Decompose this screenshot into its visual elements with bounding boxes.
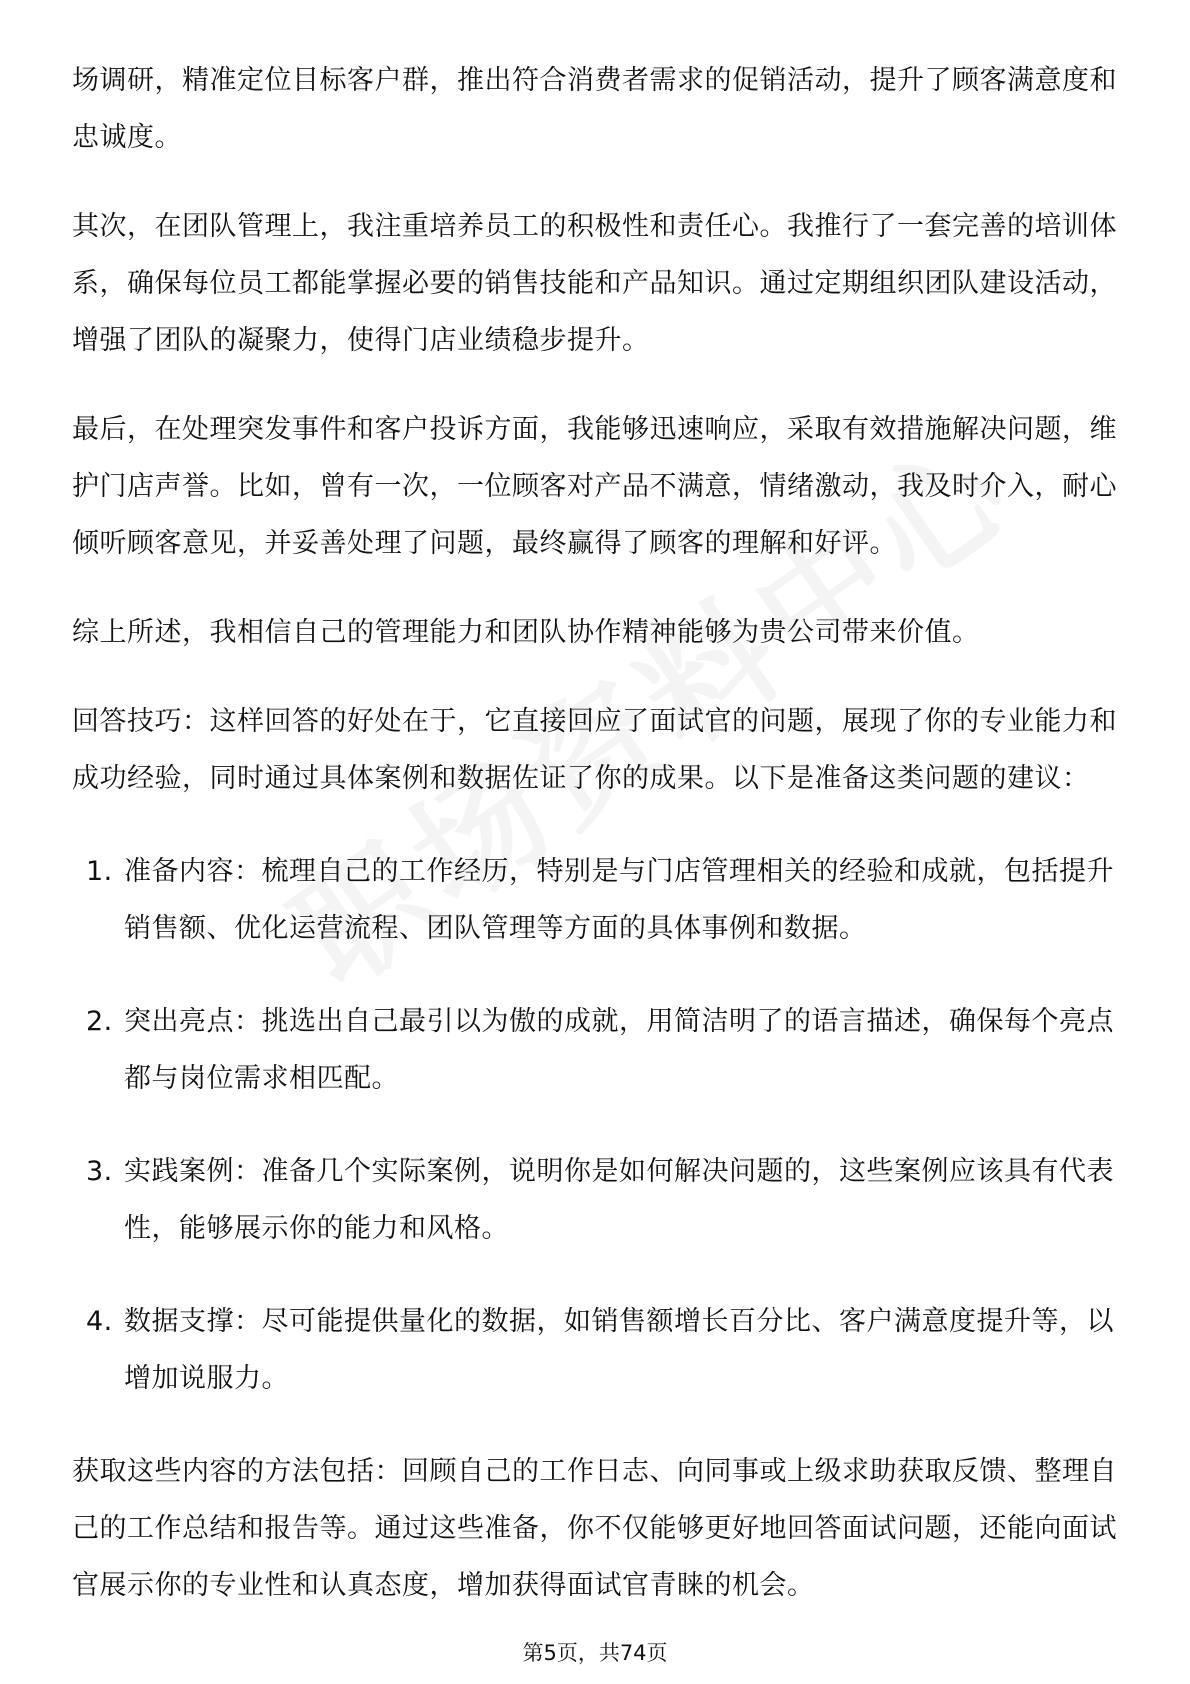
paragraph-intro-continuation: 场调研，精准定位目标客户群，推出符合消费者需求的促销活动，提升了顾客满意度和忠诚度。 bbox=[72, 65, 1117, 153]
paragraph-preparation-methods: 获取这些内容的方法包括：回顾自己的工作日志、向同事或上级求助获取反馈、整理自己的工作总结和报告等。通过这些准备，你不仅能够更好地回答面试问题，还能向面试官展示你的专业性和认真态度，增加获得面试官青睐的机会。 bbox=[72, 1456, 1117, 1601]
tips-list bbox=[72, 843, 1120, 1407]
paragraph-complaint-handling: 最后，在处理突发事件和客户投诉方面，我能够迅速响应，采取有效措施解决问题，维护门店声誉。比如，曾有一次，一位顾客对产品不满意，情绪激动，我及时介入，耐心倾听顾客意见，并妥善处理了问题，最终赢得了顾客的理解和好评。 bbox=[72, 414, 1117, 559]
page-number-footer: 第5页，共74页 bbox=[522, 1641, 668, 1665]
list-number: 1. bbox=[86, 856, 113, 887]
list-item bbox=[72, 1293, 1120, 1407]
list-text: 数据支撑：尽可能提供量化的数据，如销售额增长百分比、客户满意度提升等，以增加说服力。 bbox=[124, 1306, 1114, 1394]
paragraph-answer-tips: 回答技巧：这样回答的好处在于，它直接回应了面试官的问题，展现了你的专业能力和成功经验，同时通过具体案例和数据佐证了你的成果。以下是准备这类问题的建议： bbox=[72, 706, 1117, 794]
list-number: 2. bbox=[86, 1006, 113, 1037]
list-item bbox=[72, 843, 1120, 957]
list-text: 准备内容：梳理自己的工作经历，特别是与门店管理相关的经验和成就，包括提升销售额、优化运营流程、团队管理等方面的具体事例和数据。 bbox=[124, 856, 1114, 944]
paragraph-team-management: 其次，在团队管理上，我注重培养员工的积极性和责任心。我推行了一套完善的培训体系，确保每位员工都能掌握必要的销售技能和产品知识。通过定期组织团队建设活动，增强了团队的凝聚力，使得门店业绩稳步提升。 bbox=[72, 211, 1117, 356]
list-number: 3. bbox=[86, 1156, 113, 1187]
list-text: 实践案例：准备几个实际案例，说明你是如何解决问题的，这些案例应该具有代表性，能够展示你的能力和风格。 bbox=[124, 1156, 1114, 1244]
list-text: 突出亮点：挑选出自己最引以为傲的成就，用简洁明了的语言描述，确保每个亮点都与岗位需求相匹配。 bbox=[124, 1006, 1114, 1094]
paragraph-summary: 综上所述，我相信自己的管理能力和团队协作精神能够为贵公司带来价值。 bbox=[72, 617, 980, 648]
list-item bbox=[72, 1143, 1120, 1257]
list-number: 4. bbox=[86, 1306, 113, 1337]
page-content bbox=[72, 52, 1120, 1614]
list-item bbox=[72, 993, 1120, 1107]
